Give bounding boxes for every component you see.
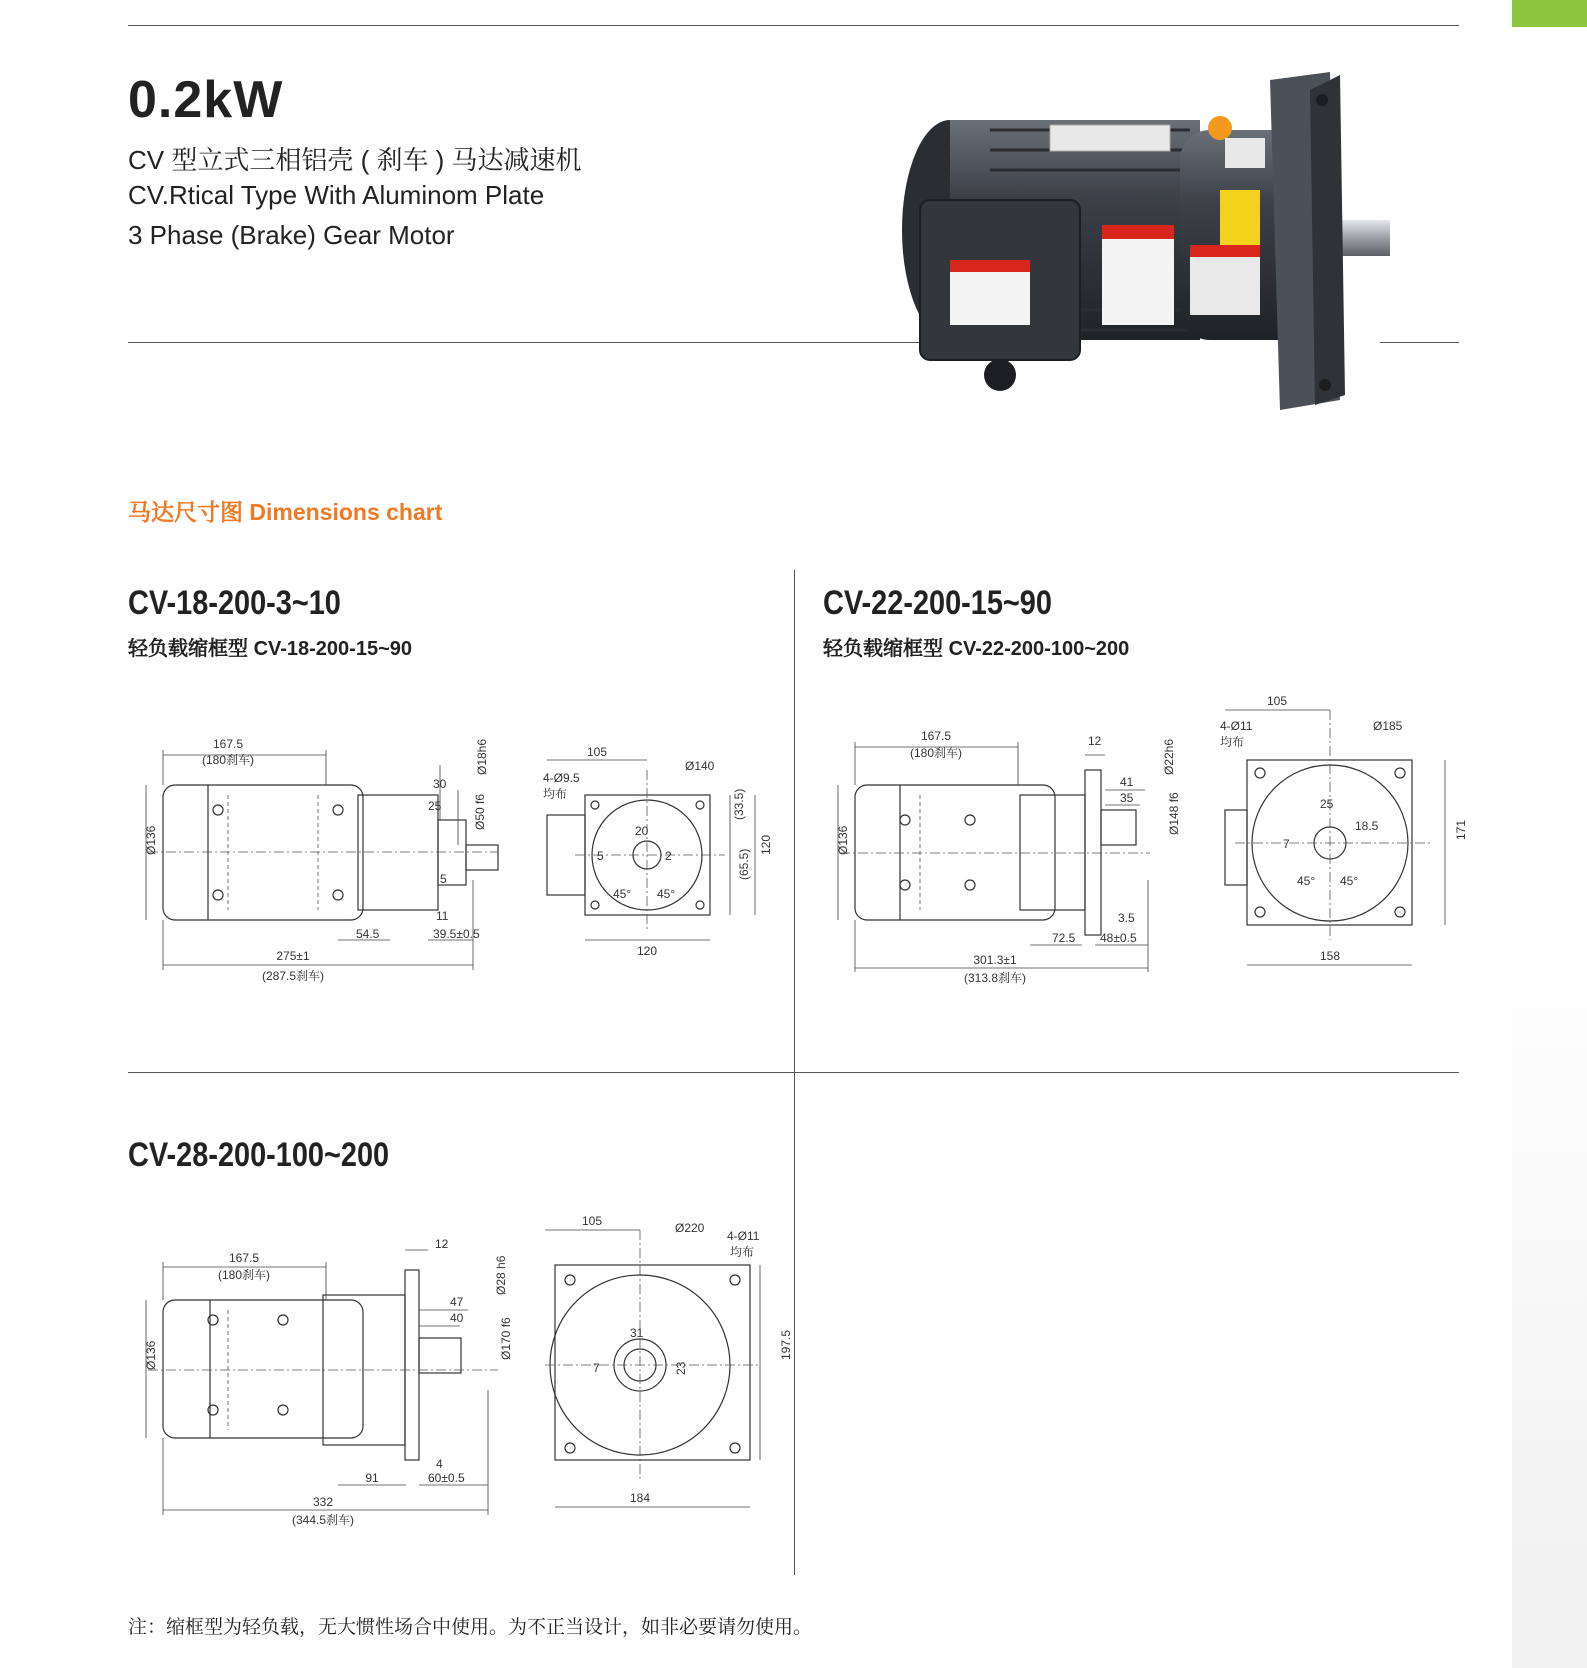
dim-len-a: 167.5	[228, 1251, 260, 1265]
side-drawing-2	[820, 720, 1181, 1000]
dim-len-a-brake: (180刹车)	[217, 1268, 271, 1282]
dim-angle-1: 45°	[613, 887, 632, 901]
dim-h65: (65.5)	[737, 848, 751, 880]
dim-offset: 105	[581, 1214, 603, 1228]
dim-s7: 7	[1283, 837, 1290, 851]
dim-key-a: 47	[450, 1295, 464, 1309]
dim-angle-1: 45°	[1297, 874, 1316, 888]
dim-shaft-dia: Ø28 h6	[494, 1255, 508, 1295]
row-divider	[128, 1072, 1459, 1073]
dim-holes-note: 均布	[543, 787, 568, 801]
dim-s1: 3.5	[1118, 911, 1135, 925]
power-rating: 0.2kW	[128, 71, 284, 129]
dim-pilot-dia: Ø148 f6	[1167, 792, 1181, 835]
dim-total: 301.3±1	[973, 953, 1017, 967]
dim-len-a: 167.5	[212, 737, 244, 751]
dim-len-a-brake: (180刹车)	[909, 746, 963, 760]
dim-shaft-len: 60±0.5	[428, 1471, 465, 1485]
dim-flange: 12	[1088, 734, 1102, 748]
footnote: 注：缩框型为轻负载，无大惯性场合中使用。为不正当设计，如非必要请勿使用。	[128, 1617, 813, 1638]
top-rule	[128, 25, 1459, 26]
subtitle-en-1: CV.Rtical Type With Aluminom Plate	[128, 180, 545, 210]
dim-flange: 12	[435, 1237, 449, 1251]
dim-holes: 4-Ø11	[1220, 719, 1253, 733]
dim-h120: 120	[759, 834, 773, 855]
variant-label: 轻负载缩框型	[128, 638, 248, 660]
dim-shaft-dia: Ø18h6	[475, 738, 489, 775]
dim-total-brake: (287.5刹车)	[261, 969, 325, 983]
dim-key-a: 41	[1120, 775, 1134, 789]
dim-w120: 120	[636, 944, 658, 958]
dim-total-brake: (313.8刹车)	[963, 971, 1027, 985]
model-title-2: CV-22-200-15~90	[823, 584, 1052, 622]
dim-pcd: Ø140	[685, 759, 715, 773]
dim-holes-note: 均布	[1220, 735, 1245, 749]
dim-offset: 105	[1266, 694, 1288, 708]
side-drawing-3	[128, 1230, 528, 1530]
side-drawing-1	[128, 730, 498, 1000]
variant-label: 轻负载缩框型	[823, 638, 943, 660]
dim-s1: 4	[436, 1457, 443, 1471]
front-drawing-2	[1215, 690, 1468, 980]
dim-holes: 4-Ø9.5	[543, 771, 580, 785]
gear-motor-image	[890, 70, 1410, 440]
dim-total: 332	[312, 1495, 334, 1509]
variant-code: CV-18-200-15~90	[253, 638, 413, 660]
dim-len-a-brake: (180刹车)	[201, 753, 255, 767]
dim-s18: 18.5	[1355, 819, 1379, 833]
dim-h33: (33.5)	[732, 788, 746, 820]
dim-s31: 31	[630, 1326, 644, 1340]
dim-key-b: 25	[428, 799, 442, 813]
dim-shaft-dia: Ø22h6	[1162, 738, 1176, 775]
dim-gear-len: 91	[365, 1471, 379, 1485]
accent-tab	[1512, 0, 1587, 27]
dim-angle-2: 45°	[657, 887, 676, 901]
dim-key-b: 35	[1120, 791, 1134, 805]
variant-code: CV-22-200-100~200	[948, 638, 1130, 660]
dim-offset: 105	[586, 745, 608, 759]
dim-s5: 5	[597, 849, 604, 863]
dim-s7: 7	[593, 1361, 600, 1375]
dim-gear-len: 72.5	[1052, 931, 1076, 945]
dim-s20: 20	[635, 824, 649, 838]
dim-s2: 2	[665, 849, 672, 863]
dim-key-b: 40	[450, 1311, 464, 1325]
dim-pcd: Ø185	[1373, 719, 1403, 733]
dim-body-dia: Ø136	[144, 1340, 158, 1370]
section-title: 马达尺寸图 Dimensions chart	[128, 499, 443, 525]
dim-s25: 25	[1320, 797, 1334, 811]
dim-total: 275±1	[276, 949, 310, 963]
dim-gear-len: 54.5	[356, 927, 380, 941]
dim-pilot-dia: Ø170 f6	[499, 1317, 513, 1360]
dim-body-dia: Ø136	[836, 825, 850, 855]
model-variant-1	[128, 632, 412, 661]
dim-h171: 171	[1454, 819, 1468, 840]
model-variant-2	[823, 632, 1129, 661]
dim-total-brake: (344.5刹车)	[291, 1513, 355, 1527]
dim-shaft-len: 48±0.5	[1100, 931, 1137, 945]
model-title-3: CV-28-200-100~200	[128, 1136, 390, 1174]
dim-pilot-dia: Ø50 f6	[473, 793, 487, 830]
dim-holes-note: 均布	[730, 1245, 755, 1259]
dim-shaft-len: 39.5±0.5	[433, 927, 480, 941]
dim-h197: 197.5	[779, 1329, 793, 1360]
dim-s1: 5	[440, 872, 447, 886]
front-drawing-3	[535, 1210, 795, 1520]
dim-s23: 23	[674, 1361, 688, 1375]
front-drawing-1	[535, 730, 775, 960]
dim-pcd: Ø220	[675, 1221, 705, 1235]
dim-body-dia: Ø136	[144, 825, 158, 855]
header-rule-left	[128, 342, 920, 343]
dim-key-a: 30	[433, 777, 447, 791]
dim-len-a: 167.5	[920, 729, 952, 743]
dim-s2: 11	[436, 909, 449, 923]
subtitle-en-2: 3 Phase (Brake) Gear Motor	[128, 220, 455, 250]
side-strip	[1512, 27, 1587, 1668]
dim-w158: 158	[1319, 949, 1341, 963]
dim-w184: 184	[629, 1491, 651, 1505]
dim-holes: 4-Ø11	[727, 1229, 760, 1243]
model-title-1: CV-18-200-3~10	[128, 584, 341, 622]
dim-angle-2: 45°	[1340, 874, 1359, 888]
subtitle-cn: CV 型立式三相铝壳 ( 刹车 ) 马达减速机	[128, 145, 582, 175]
